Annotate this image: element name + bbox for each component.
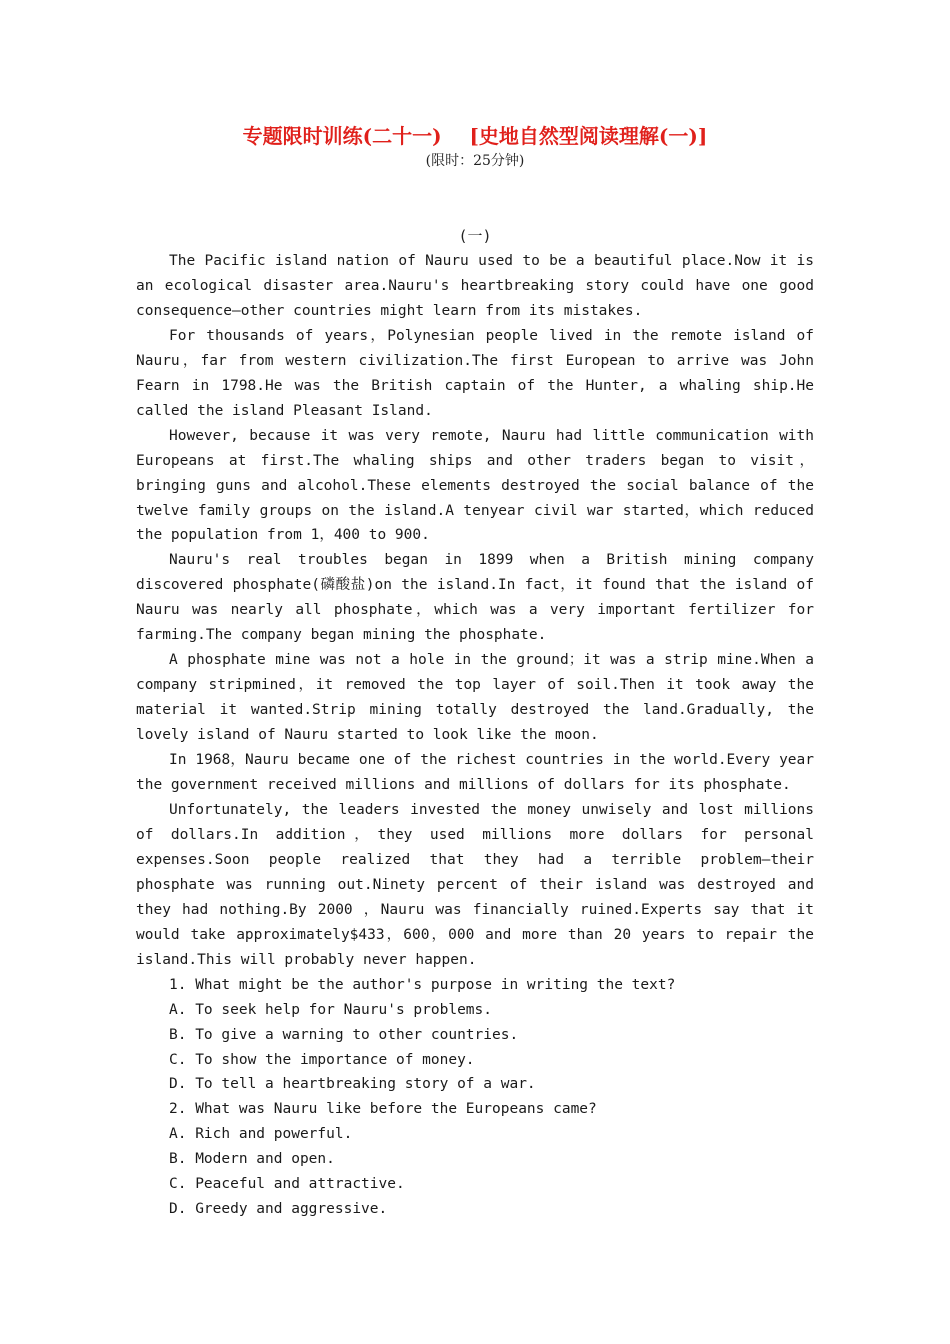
page-title: 专题限时训练(二十一) [史地自然型阅读理解(一)] [242,124,708,148]
question-stem: 1. What might be the author's purpose in writing the text? [169,976,676,993]
section-label: (一) [458,227,492,245]
passage-body [136,249,814,1222]
answer-option: D. To tell a heartbreaking story of a war. [169,1076,536,1093]
passage-paragraph: Unfortunately, the leaders invested the money unwisely and lost millions of dollars.In addition，they used millions more dollars for personal expenses.Soon people realized that they had a terrible problem—their phosphate was running out.Ninety percent of their island was destroyed and they had nothing.By 2000 ，Nauru was financially ruined.Experts say that it would take approximately$433，600，000 and more than 20 years to repair the island.This will probably never happen. [136,801,814,968]
passage-paragraph: Nauru's real troubles began in 1899 when a British mining company discovered phosphate(磷酸盐)on the island.In fact，it found that the island of Nauru was nearly all phosphate，which was a very important fertilizer for farming.The company began mining the phosphate. [136,552,814,644]
passage-paragraph: However, because it was very remote, Nauru had little communication with Europeans at first.The whaling ships and other traders began to visit，bringing guns and alcohol.These elements destroyed the social balance of the twelve family groups on the island.A tenyear civil war started，which reduced the population from 1，400 to 900. [136,427,814,544]
question-1 [136,973,814,1098]
question-stem: 2. What was Nauru like before the Europeans came? [169,1101,597,1118]
question-2 [136,1097,814,1222]
time-limit: (限时：25分钟) [425,153,525,169]
answer-option: B. Modern and open. [169,1151,335,1168]
passage-paragraph: The Pacific island nation of Nauru used to be a beautiful place.Now it is an ecological disaster area.Nauru's heartbreaking story could have one good consequence—other countries might learn from its mistakes. [136,253,814,319]
answer-option: C. Peaceful and attractive. [169,1176,405,1193]
passage-paragraph: A phosphate mine was not a hole in the ground；it was a strip mine.When a company stripmined，it removed the top layer of soil.Then it took away the material it wanted.Strip mining totally destroyed the land.Gradually, the lovely island of Nauru started to look like the moon. [136,652,814,744]
answer-option: A. To seek help for Nauru's problems. [169,1001,493,1018]
passage-paragraph: For thousands of years，Polynesian people lived in the remote island of Nauru，far from western civilization.The first European to arrive was John Fearn in 1798.He was the British captain of the Hunter, a whaling ship.He called the island Pleasant Island. [136,327,814,419]
answer-option: B. To give a warning to other countries. [169,1026,519,1043]
answer-option: C. To show the importance of money. [169,1051,475,1068]
passage-paragraph: In 1968，Nauru became one of the richest countries in the world.Every year the government received millions and millions of dollars for its phosphate. [136,752,814,794]
answer-option: D. Greedy and aggressive. [169,1201,388,1218]
answer-option: A. Rich and powerful. [169,1126,353,1143]
